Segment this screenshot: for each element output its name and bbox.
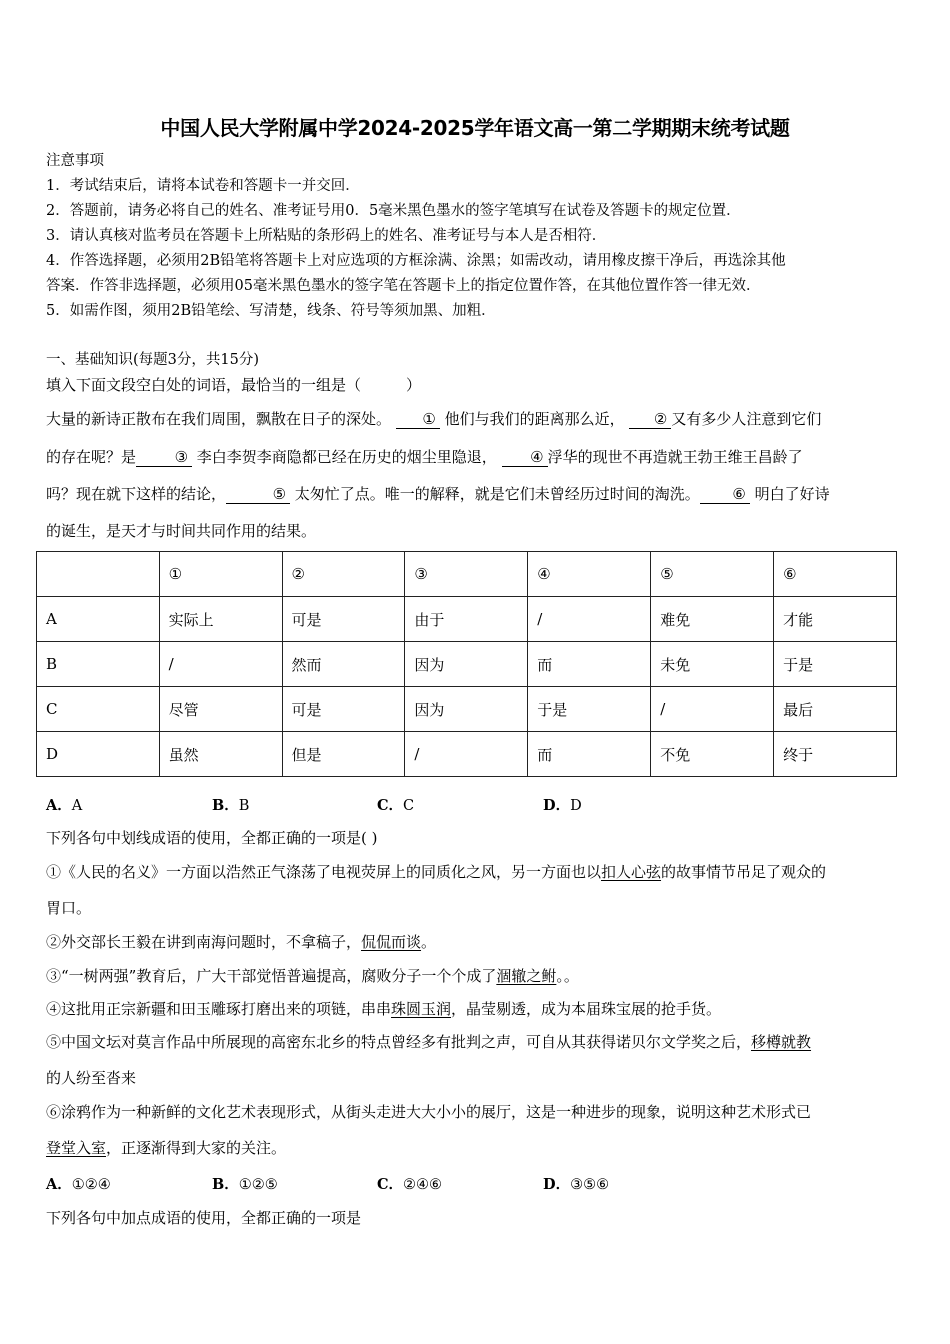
underlined-idiom: 珠圆玉润 [391,1000,452,1018]
q1-prompt: 填入下面文段空白处的词语，最恰当的一组是（ ） [46,376,422,394]
table-header-row: ① ② ③ ④ ⑤ ⑥ [37,552,897,597]
exam-title: 中国人民大学附属中学2024-2025学年语文高一第二学期期末统考试题 [160,116,790,140]
q1-choice-d[interactable]: D．D [543,797,582,814]
notice-item-1: 1．考试结束后，请将本试卷和答题卡一并交回． [46,178,360,194]
blank-6: ⑥ [700,486,750,504]
section-heading: 一、基础知识(每题3分，共15分) [46,352,259,368]
notice-item-4: 4．作答选择题，必须用2B铅笔将答题卡上对应选项的方框涂满、涂黑；如需改动，请用橡皮擦干净后，再选涂其他 [46,253,786,269]
q2-sentence-6: ⑥涂鸦作为一种新鲜的文化艺术表现形式，从街头走进大大小小的展厅，这是一种进步的现象，说明这种艺术形式已 [46,1103,812,1121]
notice-item-2: 2．答题前，请务必将自己的姓名、准考证号用0．5毫米黑色墨水的签字笔填写在试卷及答题卡的规定位置． [46,203,741,219]
q2-sentence-3: ③“一树两强”教育后，广大干部觉悟普遍提高，腐败分子一个个成了涸辙之鲋。。 [46,967,579,985]
table-row: A 实际上 可是 由于 / 难免 才能 [37,597,897,642]
q2-sentence-6-cont: 登堂入室，正逐渐得到大家的关注。 [46,1139,287,1157]
table-row: B / 然而 因为 而 未免 于是 [37,642,897,687]
q1-passage-line-3: 吗？现在就下这样的结论， ⑤ 太匆忙了点。唯一的解释，就是它们未曾经历过时间的淘洗。 ⑥ 明白了好诗 [46,485,830,503]
notice-item-5: 5．如需作图，须用2B铅笔绘、写清楚，线条、符号等须加黑、加粗． [46,303,496,319]
q2-choice-a[interactable]: A．①②④ [46,1176,111,1193]
q2-sentence-4: ④这批用正宗新疆和田玉雕琢打磨出来的项链，串串珠圆玉润，晶莹剔透，成为本届珠宝展的抢手货。 [46,1000,722,1018]
q1-passage-line-1: 大量的新诗正散布在我们周围，飘散在日子的深处。 ① 他们与我们的距离那么近， ② 又有多少人注意到它们 [46,410,822,428]
blank-5: ⑤ [226,486,290,504]
blank-2: ② [629,411,671,429]
underlined-idiom: 移樽就教 [751,1033,812,1051]
underlined-idiom: 侃侃而谈 [361,933,422,951]
notice-item-3: 3．请认真核对监考员在答题卡上所粘贴的条形码上的姓名、准考证号与本人是否相符． [46,228,607,244]
table-row: C 尽管 可是 因为 于是 / 最后 [37,687,897,732]
q2-sentence-1-cont: 胃口。 [46,899,92,917]
notice-heading-text: 注意事项 [46,153,104,169]
q2-sentence-5-cont: 的人纷至沓来 [46,1069,137,1087]
q2-choice-d[interactable]: D．③⑤⑥ [543,1176,610,1193]
underlined-idiom: 登堂入室 [46,1139,107,1157]
q2-sentence-1: ①《人民的名义》一方面以浩然正气涤荡了电视荧屏上的同质化之风，另一方面也以扣人心弦的故事情节吊足了观众的 [46,863,827,881]
q2-choice-b[interactable]: B．①②⑤ [212,1176,278,1193]
q3-prompt: 下列各句中加点成语的使用，全都正确的一项是 [46,1209,362,1227]
q2-sentence-5: ⑤中国文坛对莫言作品中所展现的高密东北乡的特点曾经多有批判之声，可自从其获得诺贝尔文学奖之后，移樽就教 [46,1033,812,1051]
blank-3: ③ [136,449,192,467]
q2-prompt: 下列各句中划线成语的使用，全都正确的一项是( ) [46,829,378,847]
underlined-idiom: 涸辙之鲋 [496,967,557,985]
q1-options-table [36,551,897,777]
q2-choice-c[interactable]: C．②④⑥ [377,1176,443,1193]
q2-sentence-2: ②外交部长王毅在讲到南海问题时，不拿稿子，侃侃而谈。 [46,933,437,951]
q1-choice-b[interactable]: B．B [212,797,250,814]
q1-choice-c[interactable]: C．C [377,797,415,814]
table-row: D 虽然 但是 / 而 不免 终于 [37,732,897,777]
q1-passage-line-4: 的诞生，是天才与时间共同作用的结果。 [46,522,317,540]
blank-1: ① [396,411,440,429]
underlined-idiom: 扣人心弦 [601,863,662,881]
q1-choice-a[interactable]: A．A [46,797,83,814]
q1-passage-line-2: 的存在呢？是 ③ 李白李贺李商隐都已经在历史的烟尘里隐退， ④ 浮华的现世不再造就王勃王维王昌龄了 [46,448,803,466]
blank-4: ④ [502,449,548,467]
notice-item-4-cont: 答案．作答非选择题，必须用05毫米黑色墨水的签字笔在答题卡上的指定位置作答，在其他位置作答一律无效． [46,278,761,294]
